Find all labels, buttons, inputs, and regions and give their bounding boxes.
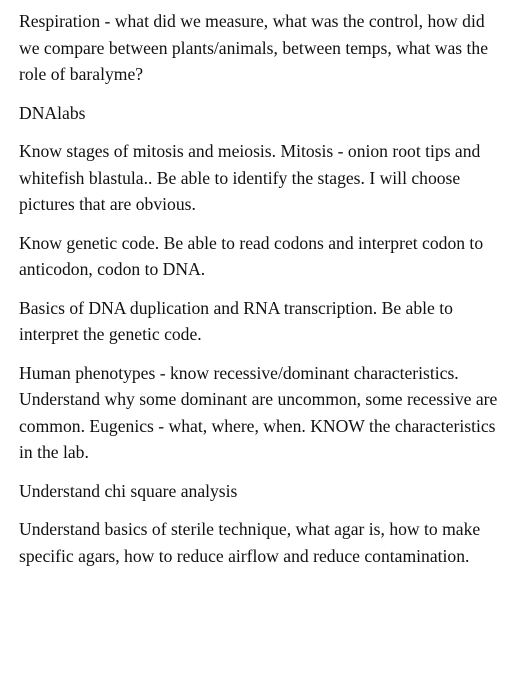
paragraph-sterile-technique: Understand basics of sterile technique, what agar is, how to make specific agars, how to reduce airflow and reduce contamination. [19, 519, 481, 566]
paragraph-dna-duplication: Basics of DNA duplication and RNA transcription. Be able to interpret the genetic code. [19, 297, 453, 344]
paragraph-genetic-code: Know genetic code. Be able to read codons and interpret codon to anticodon, codon to DNA. [19, 232, 484, 279]
paragraph-human-phenotypes: Human phenotypes - know recessive/dominant characteristics. Understand why some dominant are uncommon, some recessive are common. Eugenics - what, where, when. KNOW the characteristics in the lab. [19, 362, 498, 462]
paragraph-mitosis-meiosis: Know stages of mitosis and meiosis. Mitosis - onion root tips and whitefish blastula.. Be able to identify the stages. I will choose pictures that are obvious. [19, 141, 481, 214]
paragraph-chi-square: Understand chi square analysis [19, 480, 238, 501]
paragraph-dnalabs: DNAlabs [19, 102, 86, 123]
document-body [19, 8, 501, 581]
paragraph-respiration: Respiration - what did we measure, what was the control, how did we compare between plants/animals, between temps, what was the role of baralyme? [19, 11, 489, 84]
